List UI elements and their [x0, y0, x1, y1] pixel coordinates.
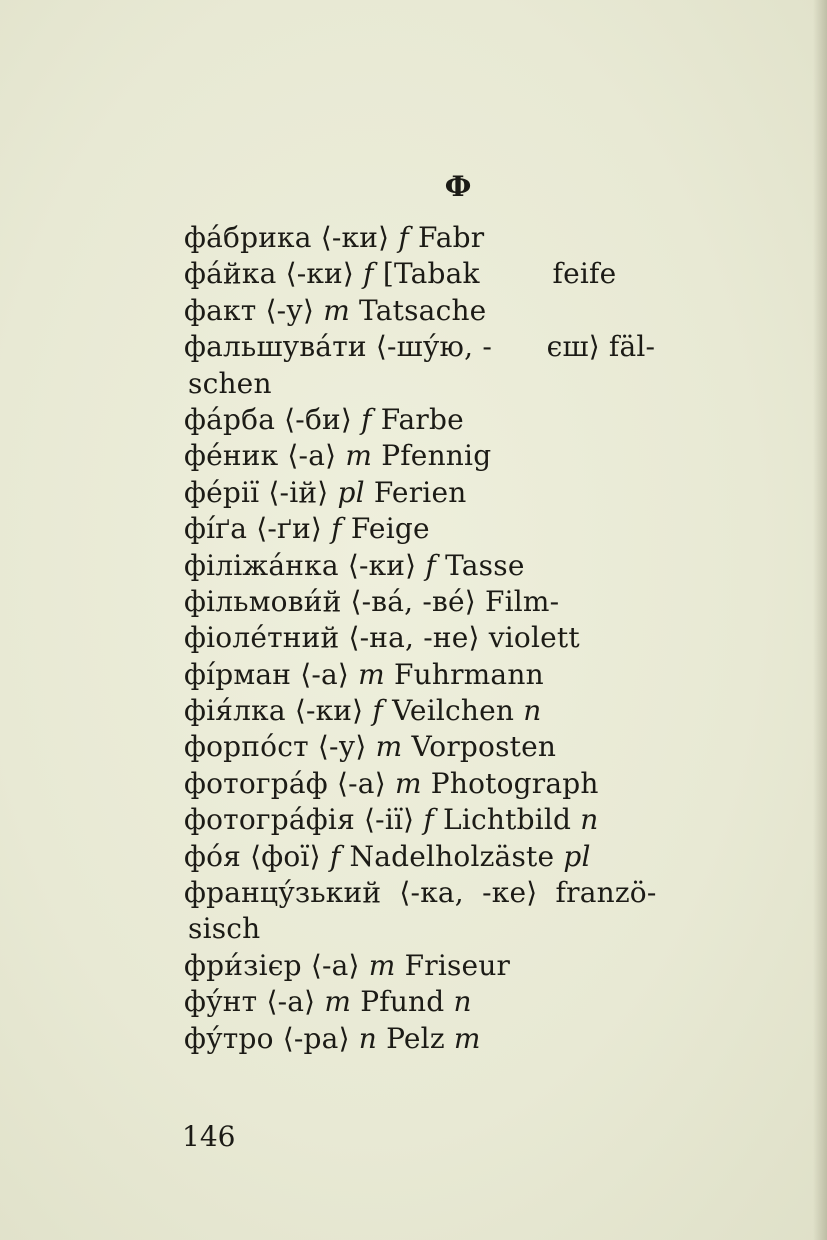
entry-line: фальшува́ти ⟨-шу́ю, - єш⟩ fäl-: [184, 330, 656, 364]
entry-continuation-line: sisch: [188, 912, 261, 946]
entry-continuation-line: schen: [188, 366, 272, 400]
page-edge-shadow: [813, 0, 827, 1240]
entry-line: фа́рба ⟨-би⟩ f Farbe: [184, 402, 464, 436]
entry-line: фри́зієр ⟨-а⟩ m Friseur: [184, 948, 511, 982]
section-letter: Ф: [444, 170, 472, 203]
entry-line: фіоле́тний ⟨-на, -не⟩ violett: [184, 621, 580, 655]
entry-line: фе́ник ⟨-а⟩ m Pfennig: [184, 439, 492, 473]
entry-line: філіжа́нка ⟨-ки⟩ f Tasse: [184, 548, 525, 582]
entry-line: фотогра́фія ⟨-ії⟩ f Lichtbild n: [184, 803, 599, 837]
entry-line: фі́ґа ⟨-ґи⟩ f Feige: [184, 512, 430, 546]
entry-line: форпо́ст ⟨-у⟩ m Vorposten: [184, 730, 557, 764]
entry-line: францу́зький ⟨-ка, -ке⟩ franzö-: [184, 876, 657, 910]
entry-line: фа́йка ⟨-ки⟩ f [Tabak feife: [184, 257, 617, 291]
entry-line: фу́нт ⟨-а⟩ m Pfund n: [184, 985, 472, 1019]
entry-line: факт ⟨-у⟩ m Tatsache: [184, 293, 487, 327]
entry-line: фу́тро ⟨-ра⟩ n Pelz m: [184, 1021, 481, 1055]
entry-line: фе́рії ⟨-ій⟩ pl Ferien: [184, 475, 467, 509]
entry-line: фотогра́ф ⟨-а⟩ m Photograph: [184, 766, 599, 800]
entry-list: [184, 220, 774, 1057]
entry-line: фільмови́й ⟨-ва́, -ве́⟩ Film-: [184, 584, 560, 618]
entry-line: фія́лка ⟨-ки⟩ f Veilchen n: [184, 694, 542, 728]
entry-line: фа́брика ⟨-ки⟩ f Fabr: [184, 221, 485, 254]
entry-line: фо́я ⟨фої⟩ f Nadelholzäste pl: [184, 839, 591, 873]
page-number: 146: [182, 1120, 236, 1153]
entry-line: фі́рман ⟨-а⟩ m Fuhrmann: [184, 657, 544, 691]
